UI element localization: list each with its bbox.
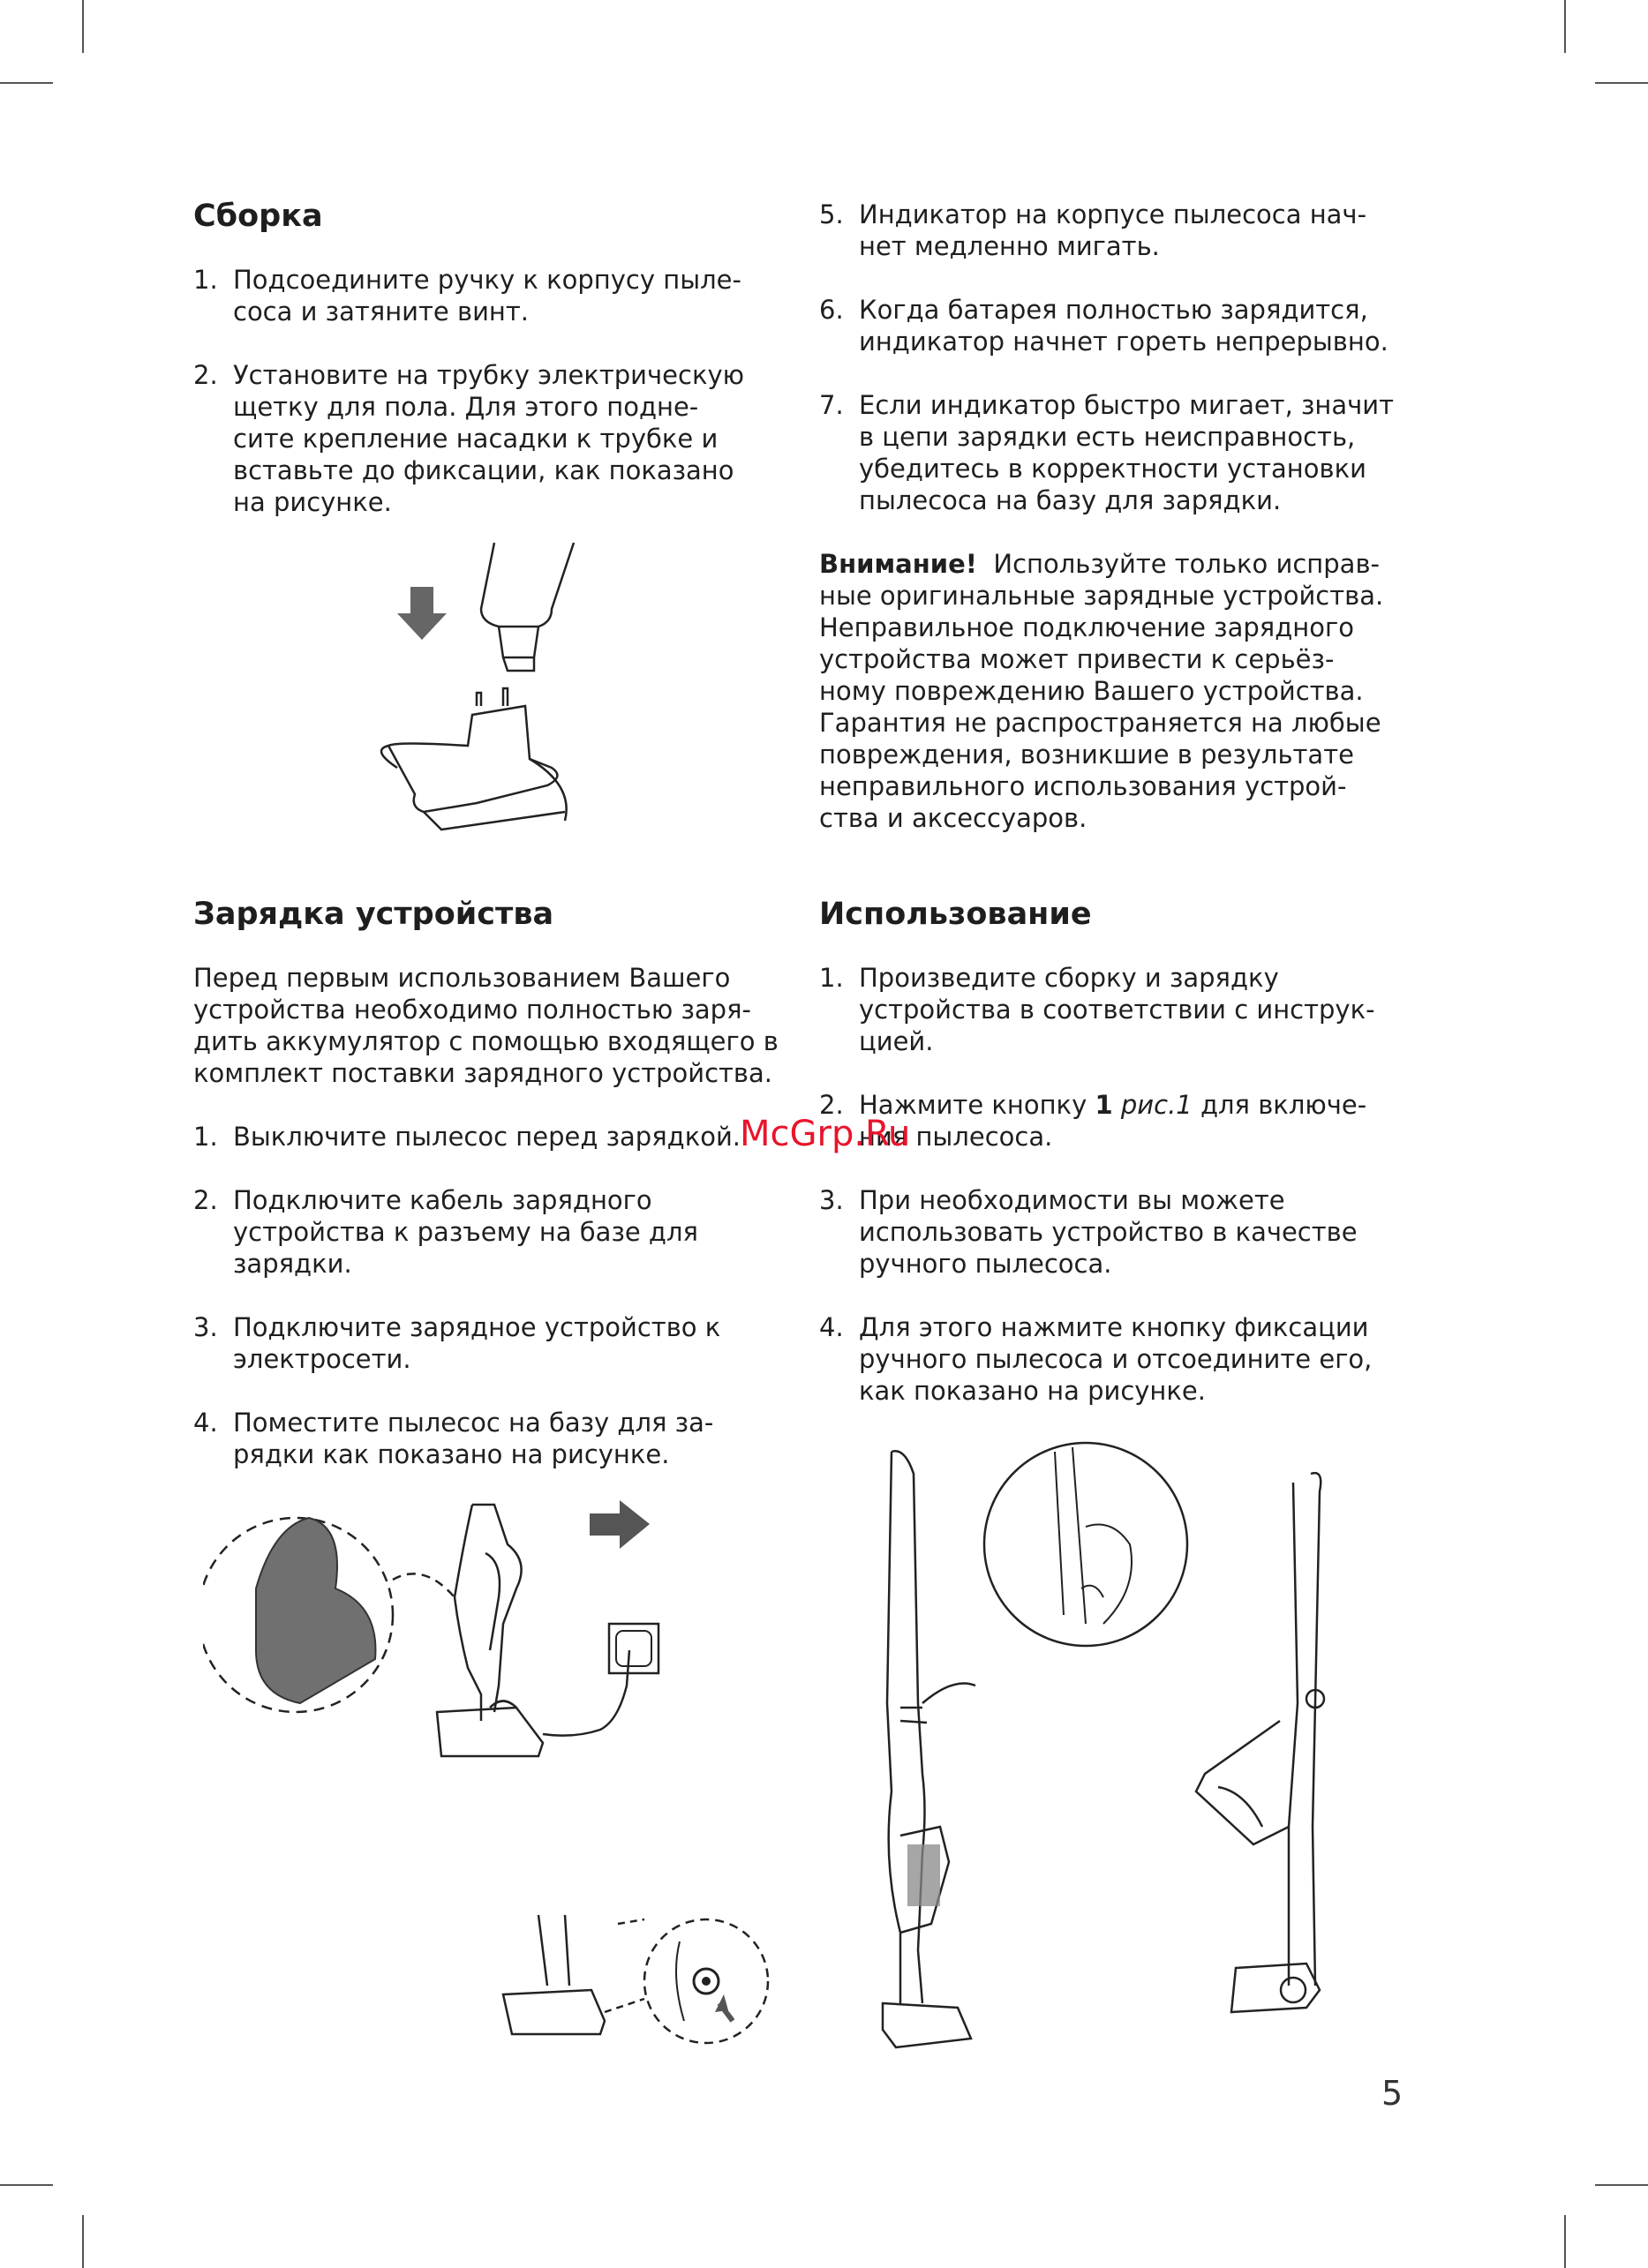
- base-connector-illustration: [494, 1906, 777, 2074]
- step-text: Подсоедините ручку к корпусу пыле- соса и затяните винт.: [233, 265, 741, 327]
- step-number: 5.: [819, 199, 844, 229]
- list-item: [193, 359, 811, 518]
- list-item: [193, 264, 811, 327]
- assembly-section: [193, 199, 811, 550]
- step-number: 1.: [819, 963, 844, 993]
- handheld-detach-illustration: [874, 1438, 1368, 2056]
- crop-mark: [82, 0, 84, 53]
- crop-mark: [1564, 0, 1566, 53]
- list-item: [819, 294, 1437, 357]
- step-text: Подключите зарядное устройство к электросети.: [233, 1312, 721, 1374]
- step-text-post: для включе- ния пылесоса.: [859, 1090, 1367, 1152]
- step-text: Если индикатор быстро мигает, значит в цепи зарядки есть неисправность, убедитесь в корректности установки пылесоса на базу для зарядки.: [859, 390, 1395, 515]
- nozzle-attach-illustration: [371, 538, 636, 838]
- crop-mark: [82, 2215, 84, 2268]
- step-number: 1.: [193, 1122, 218, 1152]
- crop-mark: [1595, 82, 1648, 84]
- charging-steps: [193, 1121, 811, 1470]
- usage-section: [819, 897, 1437, 1438]
- step-text: Для этого нажмите кнопку фиксации ручного пылесоса и отсоедините его, как показано на рисунке.: [859, 1312, 1373, 1406]
- step-text: При необходимости вы можете использовать устройство в качестве ручного пылесоса.: [859, 1185, 1358, 1279]
- list-item: [193, 1311, 811, 1375]
- step-number: 1.: [193, 265, 218, 295]
- step-text: Произведите сборку и зарядку устройства в соответствии с инструк- цией.: [859, 963, 1375, 1056]
- charging-title: Зарядка устройства: [193, 897, 554, 932]
- step-number: 4.: [819, 1312, 844, 1342]
- step-number: 7.: [819, 390, 844, 420]
- charging-section: [193, 897, 811, 1502]
- step-text: Индикатор на корпусе пылесоса нач- нет медленно мигать.: [859, 199, 1367, 261]
- step-text: Подключите кабель зарядного устройства к разъему на базе для зарядки.: [233, 1185, 698, 1279]
- warning-label: Внимание!: [819, 549, 977, 579]
- crop-mark: [1564, 2215, 1566, 2268]
- watermark: McGrp.Ru: [740, 1114, 911, 1154]
- list-item: [819, 199, 1437, 262]
- charging-intro: Перед первым использованием Вашего устройства необходимо полностью заря- дить аккумулятор с помощью входящего в комплект поставки зарядного устройства.: [193, 963, 779, 1088]
- list-item: [819, 1311, 1437, 1407]
- list-item: [819, 962, 1437, 1057]
- crop-mark: [0, 2184, 53, 2186]
- crop-mark: [1595, 2184, 1648, 2186]
- list-item: [819, 389, 1437, 516]
- step-text: Поместите пылесос на базу для за- рядки как показано на рисунке.: [233, 1408, 714, 1469]
- step-number: 4.: [193, 1408, 218, 1438]
- crop-mark: [0, 82, 53, 84]
- step-text: Когда батарея полностью зарядится, индикатор начнет гореть непрерывно.: [859, 295, 1388, 357]
- charging-steps-continued: [819, 199, 1437, 516]
- step-number: 3.: [193, 1312, 218, 1342]
- list-item: [193, 1407, 811, 1470]
- charging-station-illustration: [203, 1491, 697, 1844]
- step-text: Выключите пылесос перед зарядкой.: [233, 1122, 741, 1152]
- step-text: Установите на трубку электрическую щетку для пола. Для этого подне- сите крепление насадки к трубке и вставьте до фиксации, как показано на рисунке.: [233, 360, 745, 517]
- list-item: [819, 1184, 1437, 1280]
- list-item: [193, 1121, 811, 1153]
- list-item: [819, 1089, 1437, 1153]
- step-text-pre: Нажмите кнопку: [859, 1090, 1095, 1120]
- step-number: 2.: [193, 360, 218, 390]
- step-number: 2.: [819, 1090, 844, 1120]
- usage-title: Использование: [819, 897, 1092, 932]
- list-item: [193, 1184, 811, 1280]
- warning-paragraph: [819, 548, 1437, 834]
- assembly-title: Сборка: [193, 199, 323, 234]
- step-number: 2.: [193, 1185, 218, 1215]
- step-number: 6.: [819, 295, 844, 325]
- assembly-steps: [193, 264, 811, 518]
- usage-steps: [819, 962, 1437, 1407]
- step-number: 3.: [819, 1185, 844, 1215]
- warning-text: Используйте только исправ- ные оригинальные зарядные устройства. Неправильное подключение зарядного устройства может привести к серьёз- ному повреждению Вашего устройства. Гарантия не распространяется на любые повреждения, возникшие в результате неправильного использования устрой- ства и аксессуаров.: [819, 549, 1384, 833]
- charging-continued-section: [819, 199, 1437, 866]
- button-number: 1: [1095, 1090, 1113, 1120]
- page-number: 5: [1381, 2074, 1403, 2113]
- figure-reference: рис.1: [1112, 1090, 1193, 1120]
